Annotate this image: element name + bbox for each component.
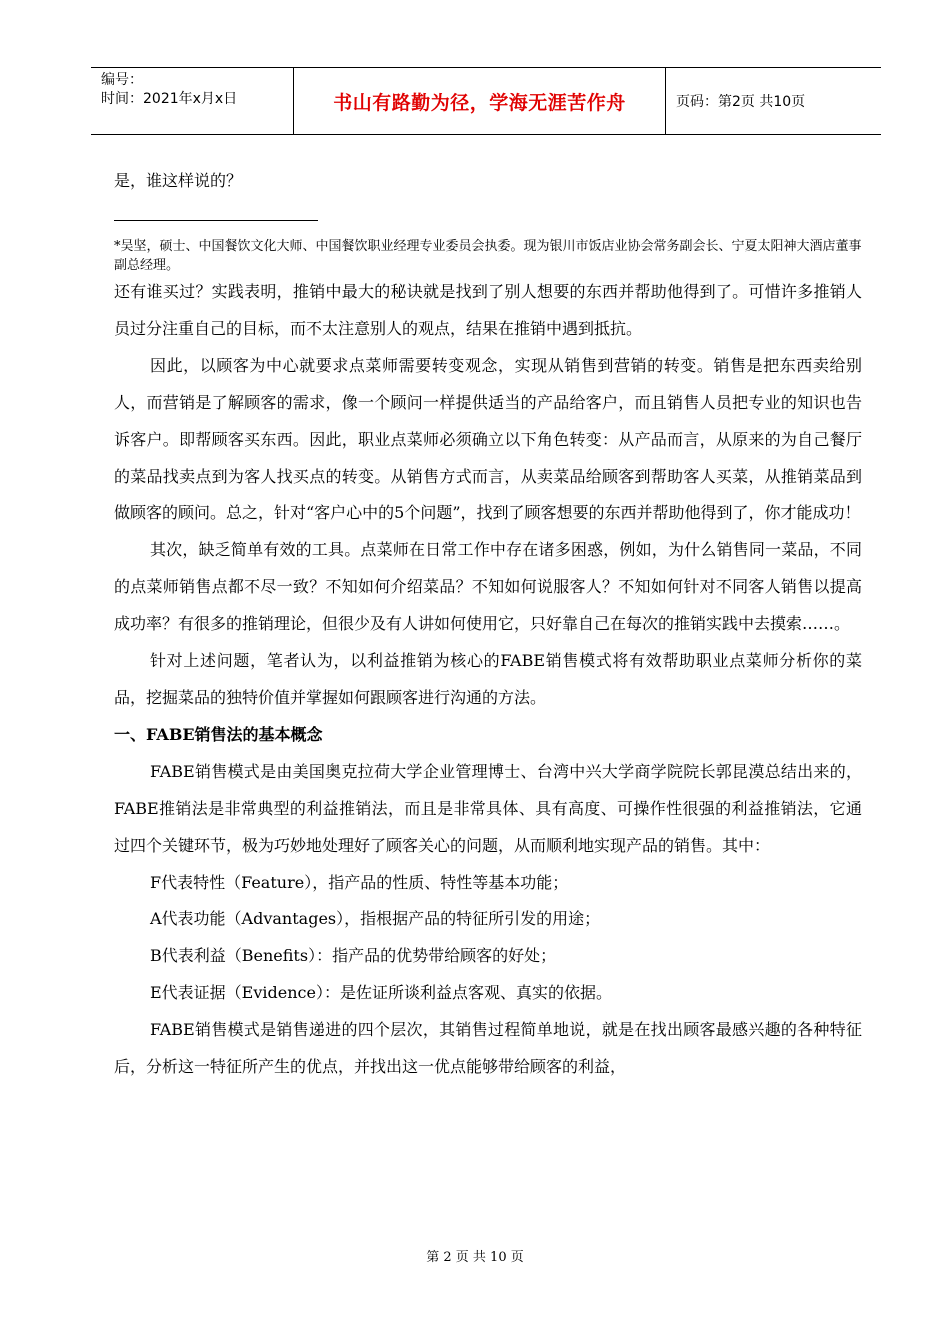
fabe-item-b: B代表利益（Benefits）：指产品的优势带给顾客的好处；: [150, 946, 557, 966]
fabe-item-a: A代表功能（Advantages），指根据产品的特征所引发的用途；: [150, 909, 601, 929]
page-header: [91, 67, 881, 135]
top-line-block: [114, 163, 862, 200]
number-label: 编号：: [101, 72, 143, 88]
paragraph: 其次，缺乏简单有效的工具。点菜师在日常工作中存在诸多困惑，例如，为什么销售同一菜品，不同的点菜师销售点都不尽一致？不知如何介绍菜品？不知如何说服客人？不知如何针对不同客人销售以提高成功率？有很多的推销理论，但很少及有人讲如何使用它，只好靠自己在每次的推销实践中去摸索……。: [114, 540, 862, 634]
paragraph: FABE销售模式是由美国奥克拉荷大学企业管理博士、台湾中兴大学商学院院长郭昆漠总结出来的，FABE推销法是非常典型的利益推销法，而且是非常具体、具有高度、可操作性很强的利益推销法，它通过四个关键环节，极为巧妙地处理好了顾客关心的问题，从而顺利地实现产品的销售。其中：: [114, 761, 862, 855]
paragraph: 针对上述问题，笔者认为，以利益推销为核心的FABE销售模式将有效帮助职业点菜师分析你的菜品，挖掘菜品的独特价值并掌握如何跟顾客进行沟通的方法。: [114, 651, 862, 707]
top-line: 是，谁这样说的？: [114, 171, 243, 190]
paragraph: FABE销售模式是销售递进的四个层次，其销售过程简单地说，就是在找出顾客最感兴趣的各种特征后，分析这一特征所产生的优点，并找出这一优点能够带给顾客的利益，: [114, 1020, 862, 1077]
paragraph: 因此，以顾客为中心就要求点菜师需要转变观念，实现从销售到营销的转变。销售是把东西卖给别人，而营销是了解顾客的需求，像一个顾问一样提供适当的产品给客户，而且销售人员把专业的知识也告诉客户。即帮顾客买东西。因此，职业点菜师必须确立以下角色转变：从产品而言，从原来的为自己餐厅的菜品找卖点到为客人找买点的转变。从销售方式而言，从卖菜品给顾客到帮助客人买菜，从推销菜品到做顾客的顾问。总之，针对“客户心中的5个问题”，找到了顾客想要的东西并帮助他得到了，你才能成功！: [114, 355, 862, 523]
header-motto: 书山有路勤为径，学海无涯苦作舟: [293, 68, 666, 134]
body-text: [114, 274, 862, 1086]
time-label: 时间：2021年x月x日: [101, 91, 238, 107]
paragraph: 还有谁买过？实践表明，推销中最大的秘诀就是找到了别人想要的东西并帮助他得到了。可惜许多推销人员过分注重自己的目标，而不太注意别人的观点，结果在推销中遇到抵抗。: [114, 282, 862, 338]
page-footer: 第 2 页 共 10 页: [426, 1250, 524, 1265]
fabe-item-f: F代表特性（Feature），指产品的性质、特性等基本功能；: [150, 872, 569, 892]
fabe-item-e: E代表证据（Evidence）：是佐证所谈利益点客观、真实的依据。: [150, 983, 612, 1003]
footnote-separator: [114, 220, 318, 221]
header-page-label: 页码：第2页 共10页: [676, 94, 806, 110]
section-heading: 一、FABE销售法的基本概念: [114, 724, 323, 744]
footnote: *吴坚，硕士、中国餐饮文化大师、中国餐饮职业经理专业委员会执委。现为银川市饭店业协会常务副会长、宁夏太阳神大酒店董事副总经理。: [114, 239, 862, 273]
header-meta: [91, 68, 293, 134]
